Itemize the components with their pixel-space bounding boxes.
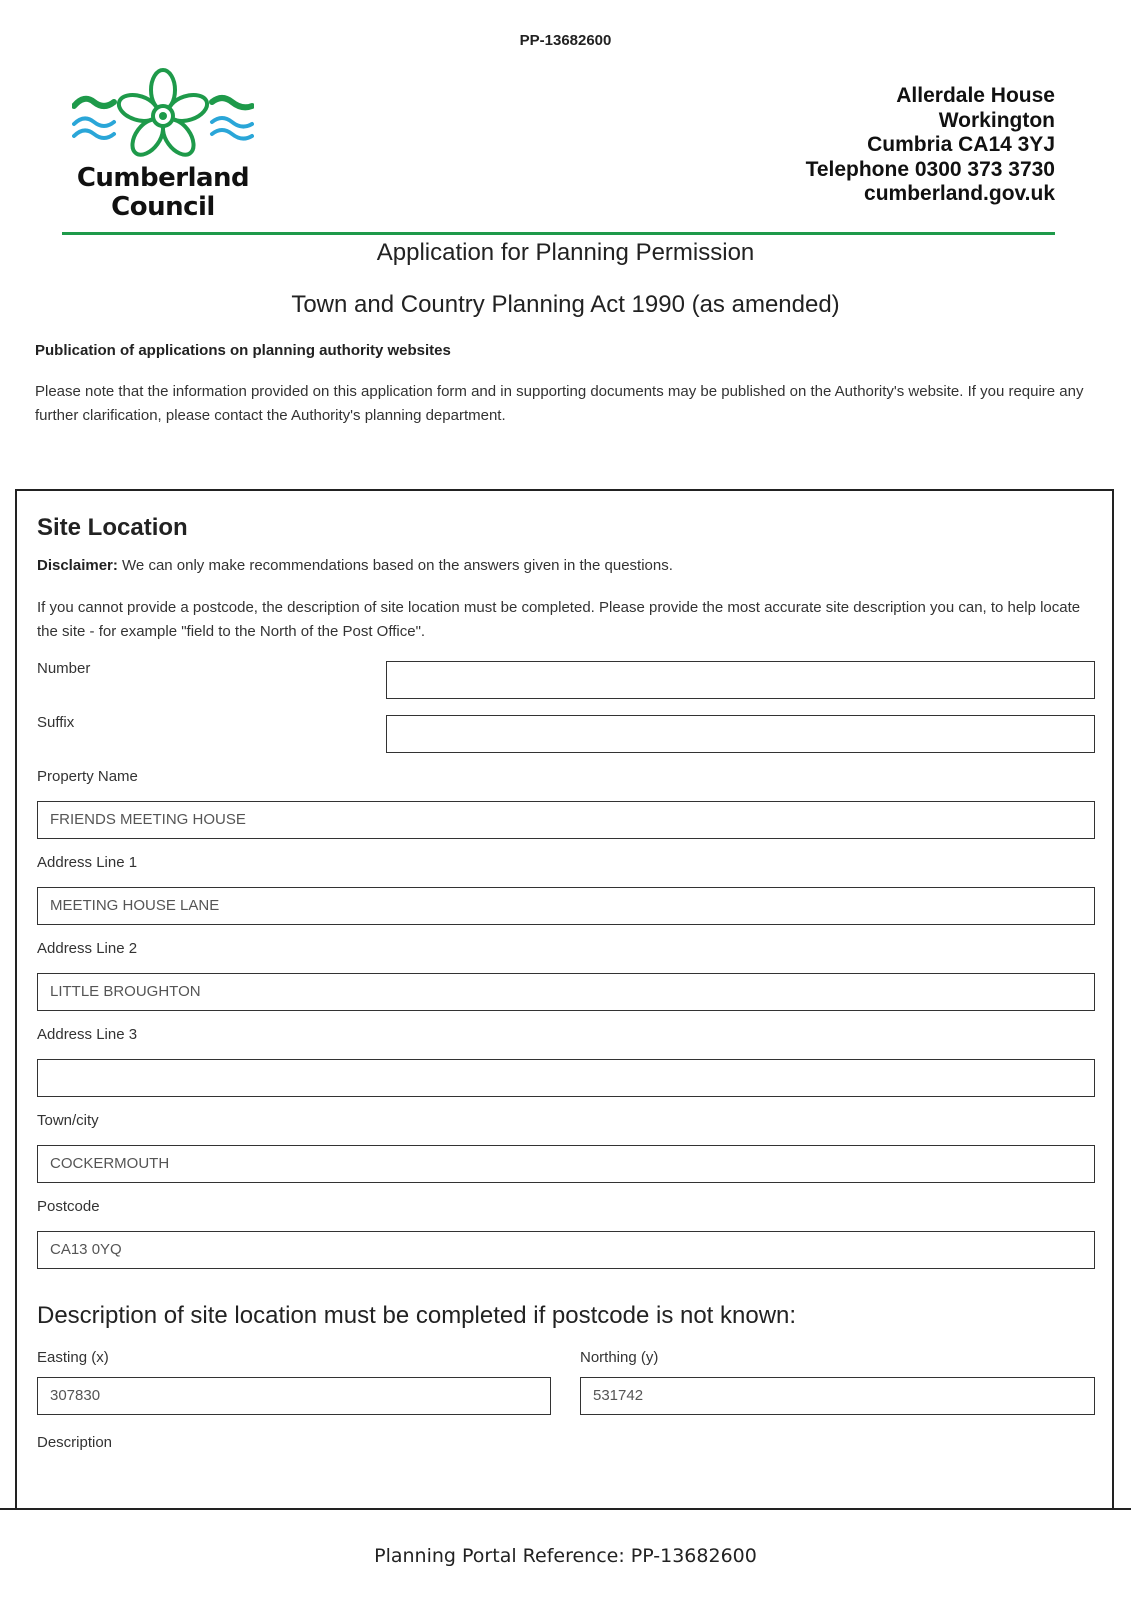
address-line: Workington — [938, 108, 1055, 132]
address-line3-label: Address Line 3 — [37, 1026, 138, 1043]
address-line: Allerdale House — [896, 84, 1055, 107]
number-field[interactable] — [386, 661, 1095, 699]
postcode-field[interactable]: CA13 0YQ — [37, 1231, 1095, 1269]
footer-divider — [0, 1508, 1131, 1510]
address-line1-label: Address Line 1 — [37, 854, 138, 871]
header-divider — [62, 232, 1055, 235]
disclaimer-text: We can only make recommendations based on the answers given in the questions. — [117, 557, 673, 574]
description-heading: Description of site location must be completed if postcode is not known: — [37, 1302, 797, 1329]
suffix-label: Suffix — [37, 714, 75, 731]
logo-wordmark: Cumberland Council — [76, 163, 250, 222]
property-name-label: Property Name — [37, 768, 138, 785]
address-line2-label: Address Line 2 — [37, 940, 138, 957]
number-label: Number — [37, 660, 91, 677]
address-line: Cumbria CA14 3YJ — [867, 133, 1055, 156]
address-line1-field[interactable]: MEETING HOUSE LANE — [37, 887, 1095, 925]
council-logo — [68, 68, 258, 228]
site-instruction: If you cannot provide a postcode, the description of site location must be completed. Please provide the most accurate site description you can, to help locate the site - for example "field to the North of the Post Office". — [37, 599, 1081, 640]
document-reference: PP-13682600 — [519, 32, 612, 49]
disclaimer — [37, 557, 673, 574]
town-city-label: Town/city — [37, 1112, 99, 1129]
council-address — [806, 84, 1055, 207]
description-label: Description — [37, 1434, 113, 1451]
postcode-label: Postcode — [37, 1198, 100, 1215]
footer-reference: Planning Portal Reference: PP-13682600 — [374, 1545, 757, 1567]
property-name-field[interactable]: FRIENDS MEETING HOUSE — [37, 801, 1095, 839]
address-website: cumberland.gov.uk — [864, 182, 1055, 205]
northing-field[interactable]: 531742 — [580, 1377, 1095, 1415]
town-city-field[interactable]: COCKERMOUTH — [37, 1145, 1095, 1183]
address-line2-field[interactable]: LITTLE BROUGHTON — [37, 973, 1095, 1011]
disclaimer-label: Disclaimer: — [37, 557, 118, 574]
form-subtitle: Town and Country Planning Act 1990 (as amended) — [291, 291, 840, 318]
flower-waves-icon — [72, 68, 254, 164]
suffix-field[interactable] — [386, 715, 1095, 753]
easting-label: Easting (x) — [37, 1349, 109, 1366]
form-title: Application for Planning Permission — [376, 239, 755, 266]
publication-heading: Publication of applications on planning authority websites — [35, 342, 451, 359]
northing-label: Northing (y) — [580, 1349, 659, 1366]
address-telephone: Telephone 0300 373 3730 — [805, 157, 1055, 181]
section-title: Site Location — [37, 514, 188, 541]
address-line3-field[interactable] — [37, 1059, 1095, 1097]
publication-text: Please note that the information provided on this application form and in supporting documents may be published on the Authority's website. If you require any further clarification, please contact the Authority's planning department. — [35, 383, 1084, 424]
easting-field[interactable]: 307830 — [37, 1377, 551, 1415]
